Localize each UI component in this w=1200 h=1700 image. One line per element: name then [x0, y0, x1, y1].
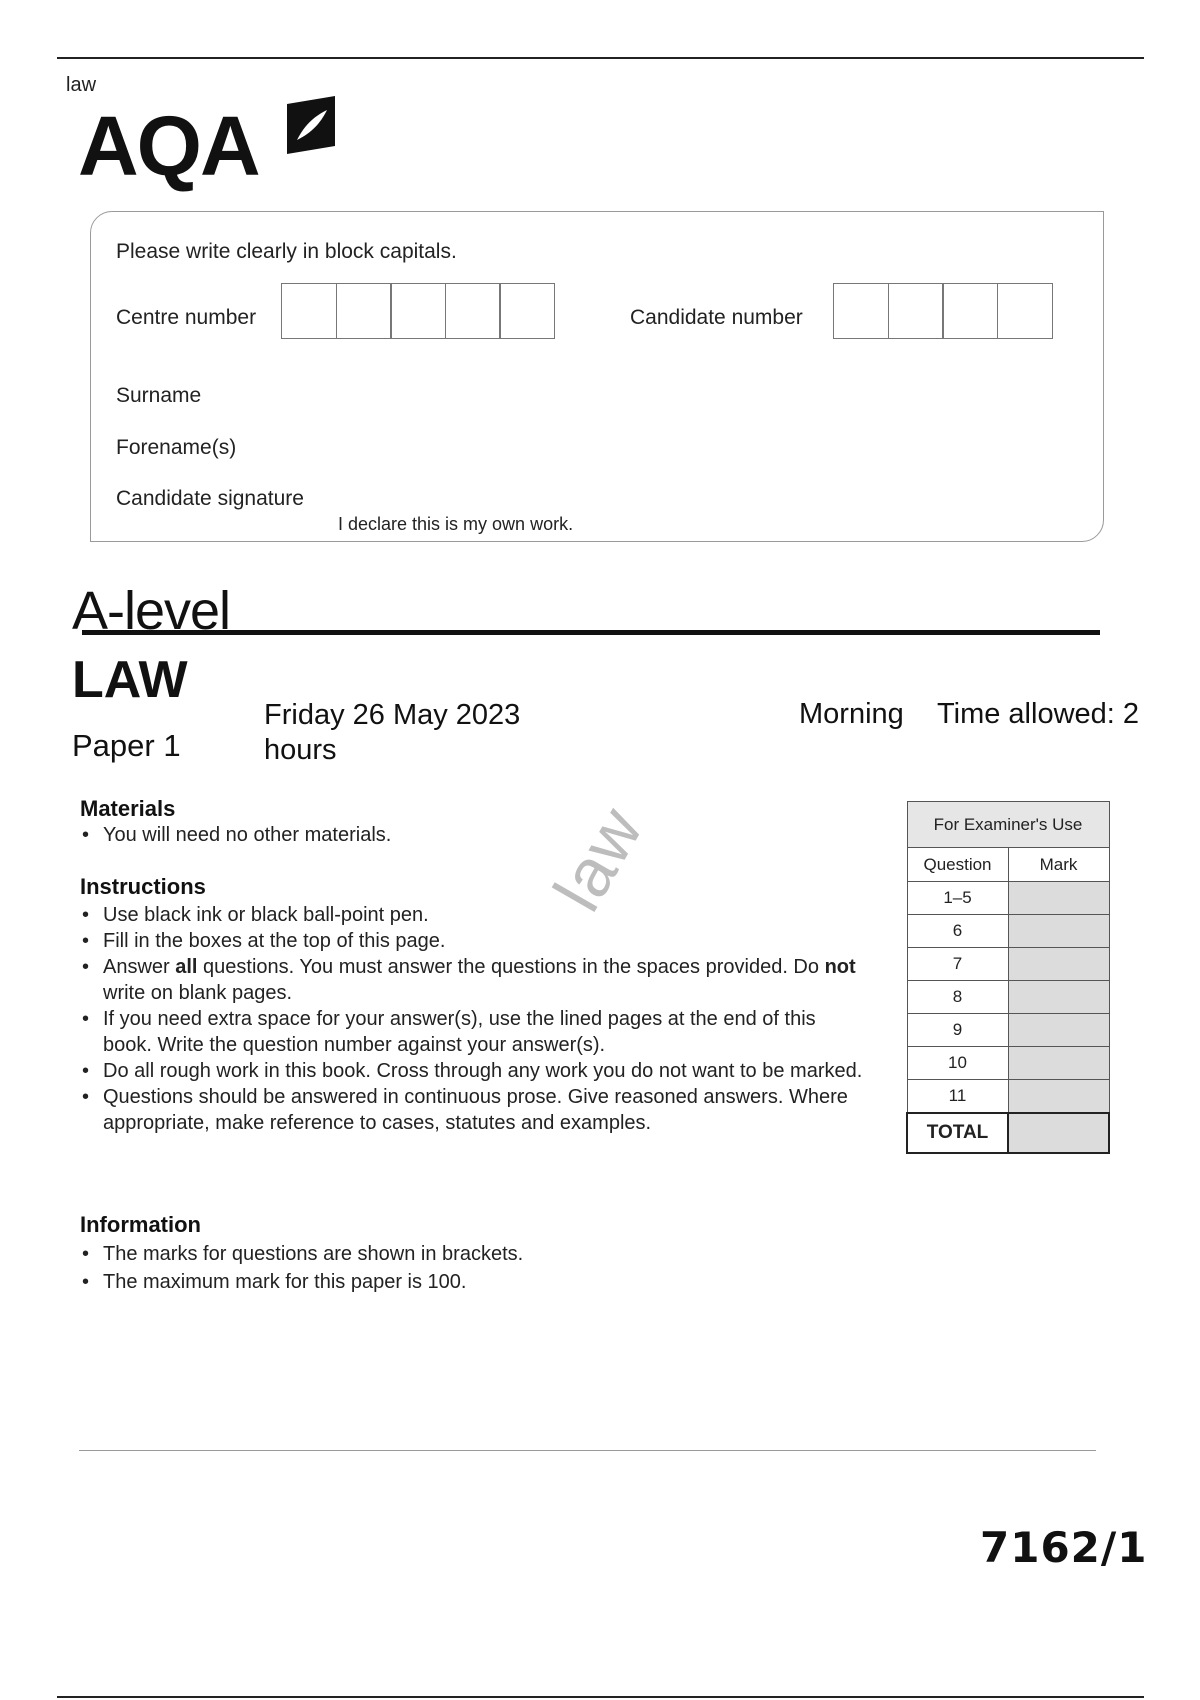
- question-number: 8: [907, 981, 1008, 1014]
- question-number: 10: [907, 1047, 1008, 1080]
- question-column-header: Question: [907, 848, 1008, 882]
- emphasis-all: all: [175, 956, 198, 978]
- header-label: law: [66, 74, 97, 96]
- candidate-signature-label: Candidate signature: [116, 487, 304, 510]
- text-run: write on blank pages.: [103, 982, 293, 1004]
- question-number: 7: [907, 948, 1008, 981]
- table-row: [907, 1047, 1109, 1080]
- candidate-digit-box[interactable]: [888, 283, 944, 339]
- mark-cell: [1008, 1014, 1109, 1047]
- information-list: [80, 1240, 840, 1296]
- table-row: [907, 1014, 1109, 1047]
- candidate-digit-box[interactable]: [997, 283, 1053, 339]
- centre-number-boxes[interactable]: [281, 283, 554, 339]
- list-item: • The marks for questions are shown in brackets.: [80, 1240, 840, 1268]
- instructions-heading: Instructions: [80, 874, 206, 899]
- mark-cell: [1008, 981, 1109, 1014]
- table-row: [907, 915, 1109, 948]
- table-row: [907, 882, 1109, 915]
- watermark: law: [539, 794, 658, 924]
- qualification-level: A-level: [72, 581, 231, 641]
- question-number: 11: [907, 1080, 1008, 1114]
- centre-digit-box[interactable]: [499, 283, 555, 339]
- mark-cell: [1008, 1047, 1109, 1080]
- paper-code: 7162/1: [980, 1523, 1148, 1572]
- logo-mark-icon: [283, 96, 339, 156]
- emphasis-not: not: [824, 956, 856, 978]
- total-row: [907, 1113, 1109, 1153]
- top-rule: [57, 57, 1144, 59]
- examiner-table-title: For Examiner's Use: [907, 802, 1109, 848]
- list-item: • Do all rough work in this book. Cross through any work you do not want to be marked.: [80, 1058, 870, 1084]
- mark-cell: [1008, 882, 1109, 915]
- list-item: • You will need no other materials.: [80, 822, 840, 848]
- surname-label: Surname: [116, 384, 202, 407]
- centre-digit-box[interactable]: [281, 283, 337, 339]
- mark-cell: [1008, 948, 1109, 981]
- mark-cell: [1008, 1080, 1109, 1114]
- examiner-use-table: [906, 801, 1110, 1154]
- mark-column-header: Mark: [1008, 848, 1109, 882]
- candidate-digit-box[interactable]: [833, 283, 889, 339]
- forenames-label: Forename(s): [116, 436, 237, 459]
- list-item: • Questions should be answered in continuous prose. Give reasoned answers. Where appropriate, make reference to cases, statutes and examples.: [80, 1084, 870, 1136]
- mark-cell: [1008, 915, 1109, 948]
- instructions-list: [80, 902, 870, 1136]
- paper-number: Paper 1: [72, 728, 181, 763]
- list-item: • Use black ink or black ball-point pen.: [80, 902, 870, 928]
- list-item: • The maximum mark for this paper is 100.: [80, 1268, 840, 1296]
- list-item: • Fill in the boxes at the top of this page.: [80, 928, 870, 954]
- block-capitals-instruction: Please write clearly in block capitals.: [116, 240, 457, 263]
- table-row: [907, 1080, 1109, 1114]
- title-rule: [82, 630, 1100, 635]
- text-run: Answer: [103, 956, 176, 978]
- candidate-number-label: Candidate number: [630, 306, 803, 329]
- aqa-logo: [78, 96, 348, 196]
- list-item: [80, 954, 870, 1006]
- materials-heading: Materials: [80, 796, 176, 821]
- logo-text: AQA: [78, 99, 259, 193]
- exam-session: Morning: [799, 698, 904, 730]
- list-item: • If you need extra space for your answer(s), use the lined pages at the end of this book. Write the question number against your answer(s).: [80, 1006, 870, 1058]
- centre-digit-box[interactable]: [336, 283, 392, 339]
- question-number: 1–5: [907, 882, 1008, 915]
- materials-list: [80, 822, 840, 848]
- candidate-details-box: [90, 211, 1104, 542]
- exam-date: Friday 26 May 2023 hours: [264, 699, 521, 766]
- footer-rule: [79, 1450, 1096, 1451]
- centre-number-label: Centre number: [116, 306, 257, 329]
- table-row: [907, 948, 1109, 981]
- bottom-rule: [57, 1696, 1144, 1698]
- text-run: questions. You must answer the questions in the spaces provided. Do: [197, 956, 825, 978]
- declaration-text: I declare this is my own work.: [338, 514, 574, 534]
- total-mark-cell: [1008, 1113, 1109, 1153]
- information-heading: Information: [80, 1212, 201, 1237]
- question-number: 9: [907, 1014, 1008, 1047]
- table-row: [907, 981, 1109, 1014]
- total-label: TOTAL: [907, 1113, 1008, 1153]
- subject-title: LAW: [72, 651, 188, 709]
- candidate-digit-box[interactable]: [942, 283, 998, 339]
- time-allowed: Time allowed: 2: [937, 698, 1140, 730]
- centre-digit-box[interactable]: [390, 283, 446, 339]
- centre-digit-box[interactable]: [445, 283, 501, 339]
- candidate-number-boxes[interactable]: [833, 283, 1051, 339]
- question-number: 6: [907, 915, 1008, 948]
